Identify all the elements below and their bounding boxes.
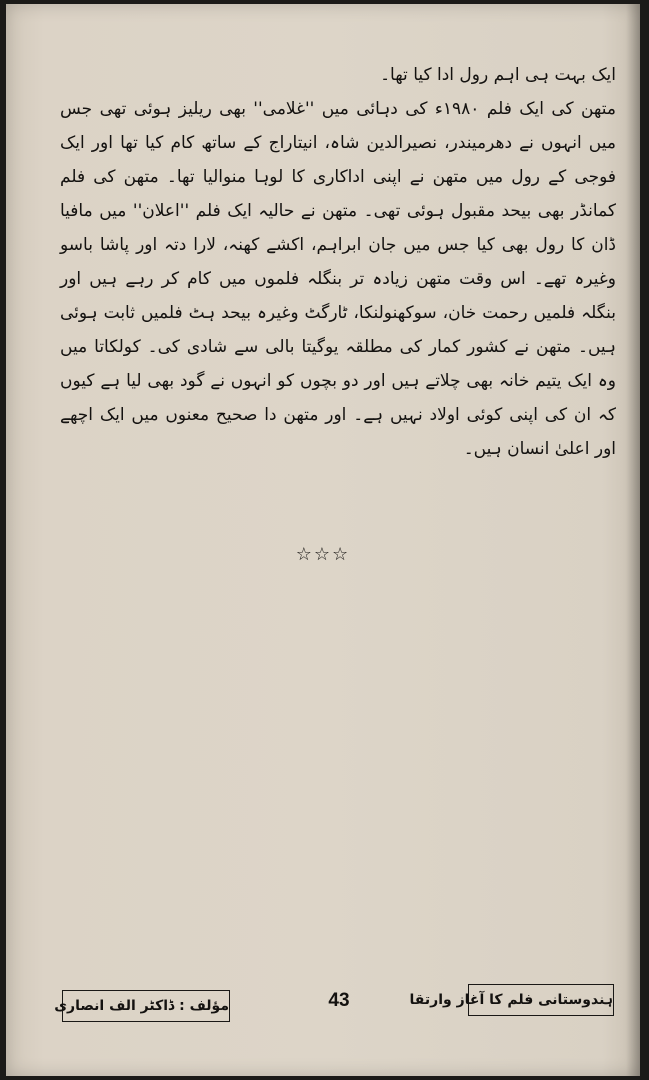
author-box: مؤلف : ڈاکٹر الف انصاری xyxy=(62,990,230,1022)
book-page xyxy=(6,4,640,1076)
section-ornament: ☆☆☆ xyxy=(295,544,351,565)
paragraph-mithun-career: متھن کی ایک فلم ۱۹۸۰ء کی دہائی میں ''غلامی'' بھی ریلیز ہوئی تھی جس میں انہوں نے دھرمیندر، نصیرالدین شاہ، انیتاراج کے ساتھ کام کیا تھا اور ایک فوجی کے رول میں متھن نے اپنی اداکاری کا لوہا منوالیا تھا۔ متھن کی فلم کمانڈر بھی بیحد مقبول ہوئی تھی۔ متھن نے حالیہ ایک فلم ''اعلان'' میں مافیا ڈان کا رول بھی کیا جس میں جان ابراہم، اکشے کھنہ، لارا دتہ اور پاشا باسو وغیرہ تھے۔ اس وقت متھن زیادہ تر بنگلہ فلموں میں کام کر رہے ہیں اور بنگلہ فلمیں رحمت خان، سوکھنولنکا، ٹارگٹ وغیرہ بیحد ہٹ فلمیں ثابت ہوئی ہیں۔ متھن نے کشور کمار کی مطلقہ یوگیتا بالی سے شادی کی۔ کولکاتا میں وہ ایک یتیم خانہ بھی چلاتے ہیں اور دو بچوں کو انہوں نے گود بھی لیا ہے کیوں کہ ان کی اپنی کوئی اولاد نہیں ہے۔ اور متھن دا صحیح معنوں میں ایک اچھے اور اعلیٰ انسان ہیں۔ xyxy=(60,99,616,459)
page-footer xyxy=(6,980,640,1030)
paragraph-continuation: ایک بہت ہی اہم رول ادا کیا تھا۔ xyxy=(380,65,616,85)
book-title-box: ہندوستانی فلم کا آغاز وارتقا xyxy=(468,984,614,1016)
page-number: 43 xyxy=(328,990,350,1011)
page-edge-shadow xyxy=(626,4,640,1076)
page-body-text xyxy=(60,58,616,466)
